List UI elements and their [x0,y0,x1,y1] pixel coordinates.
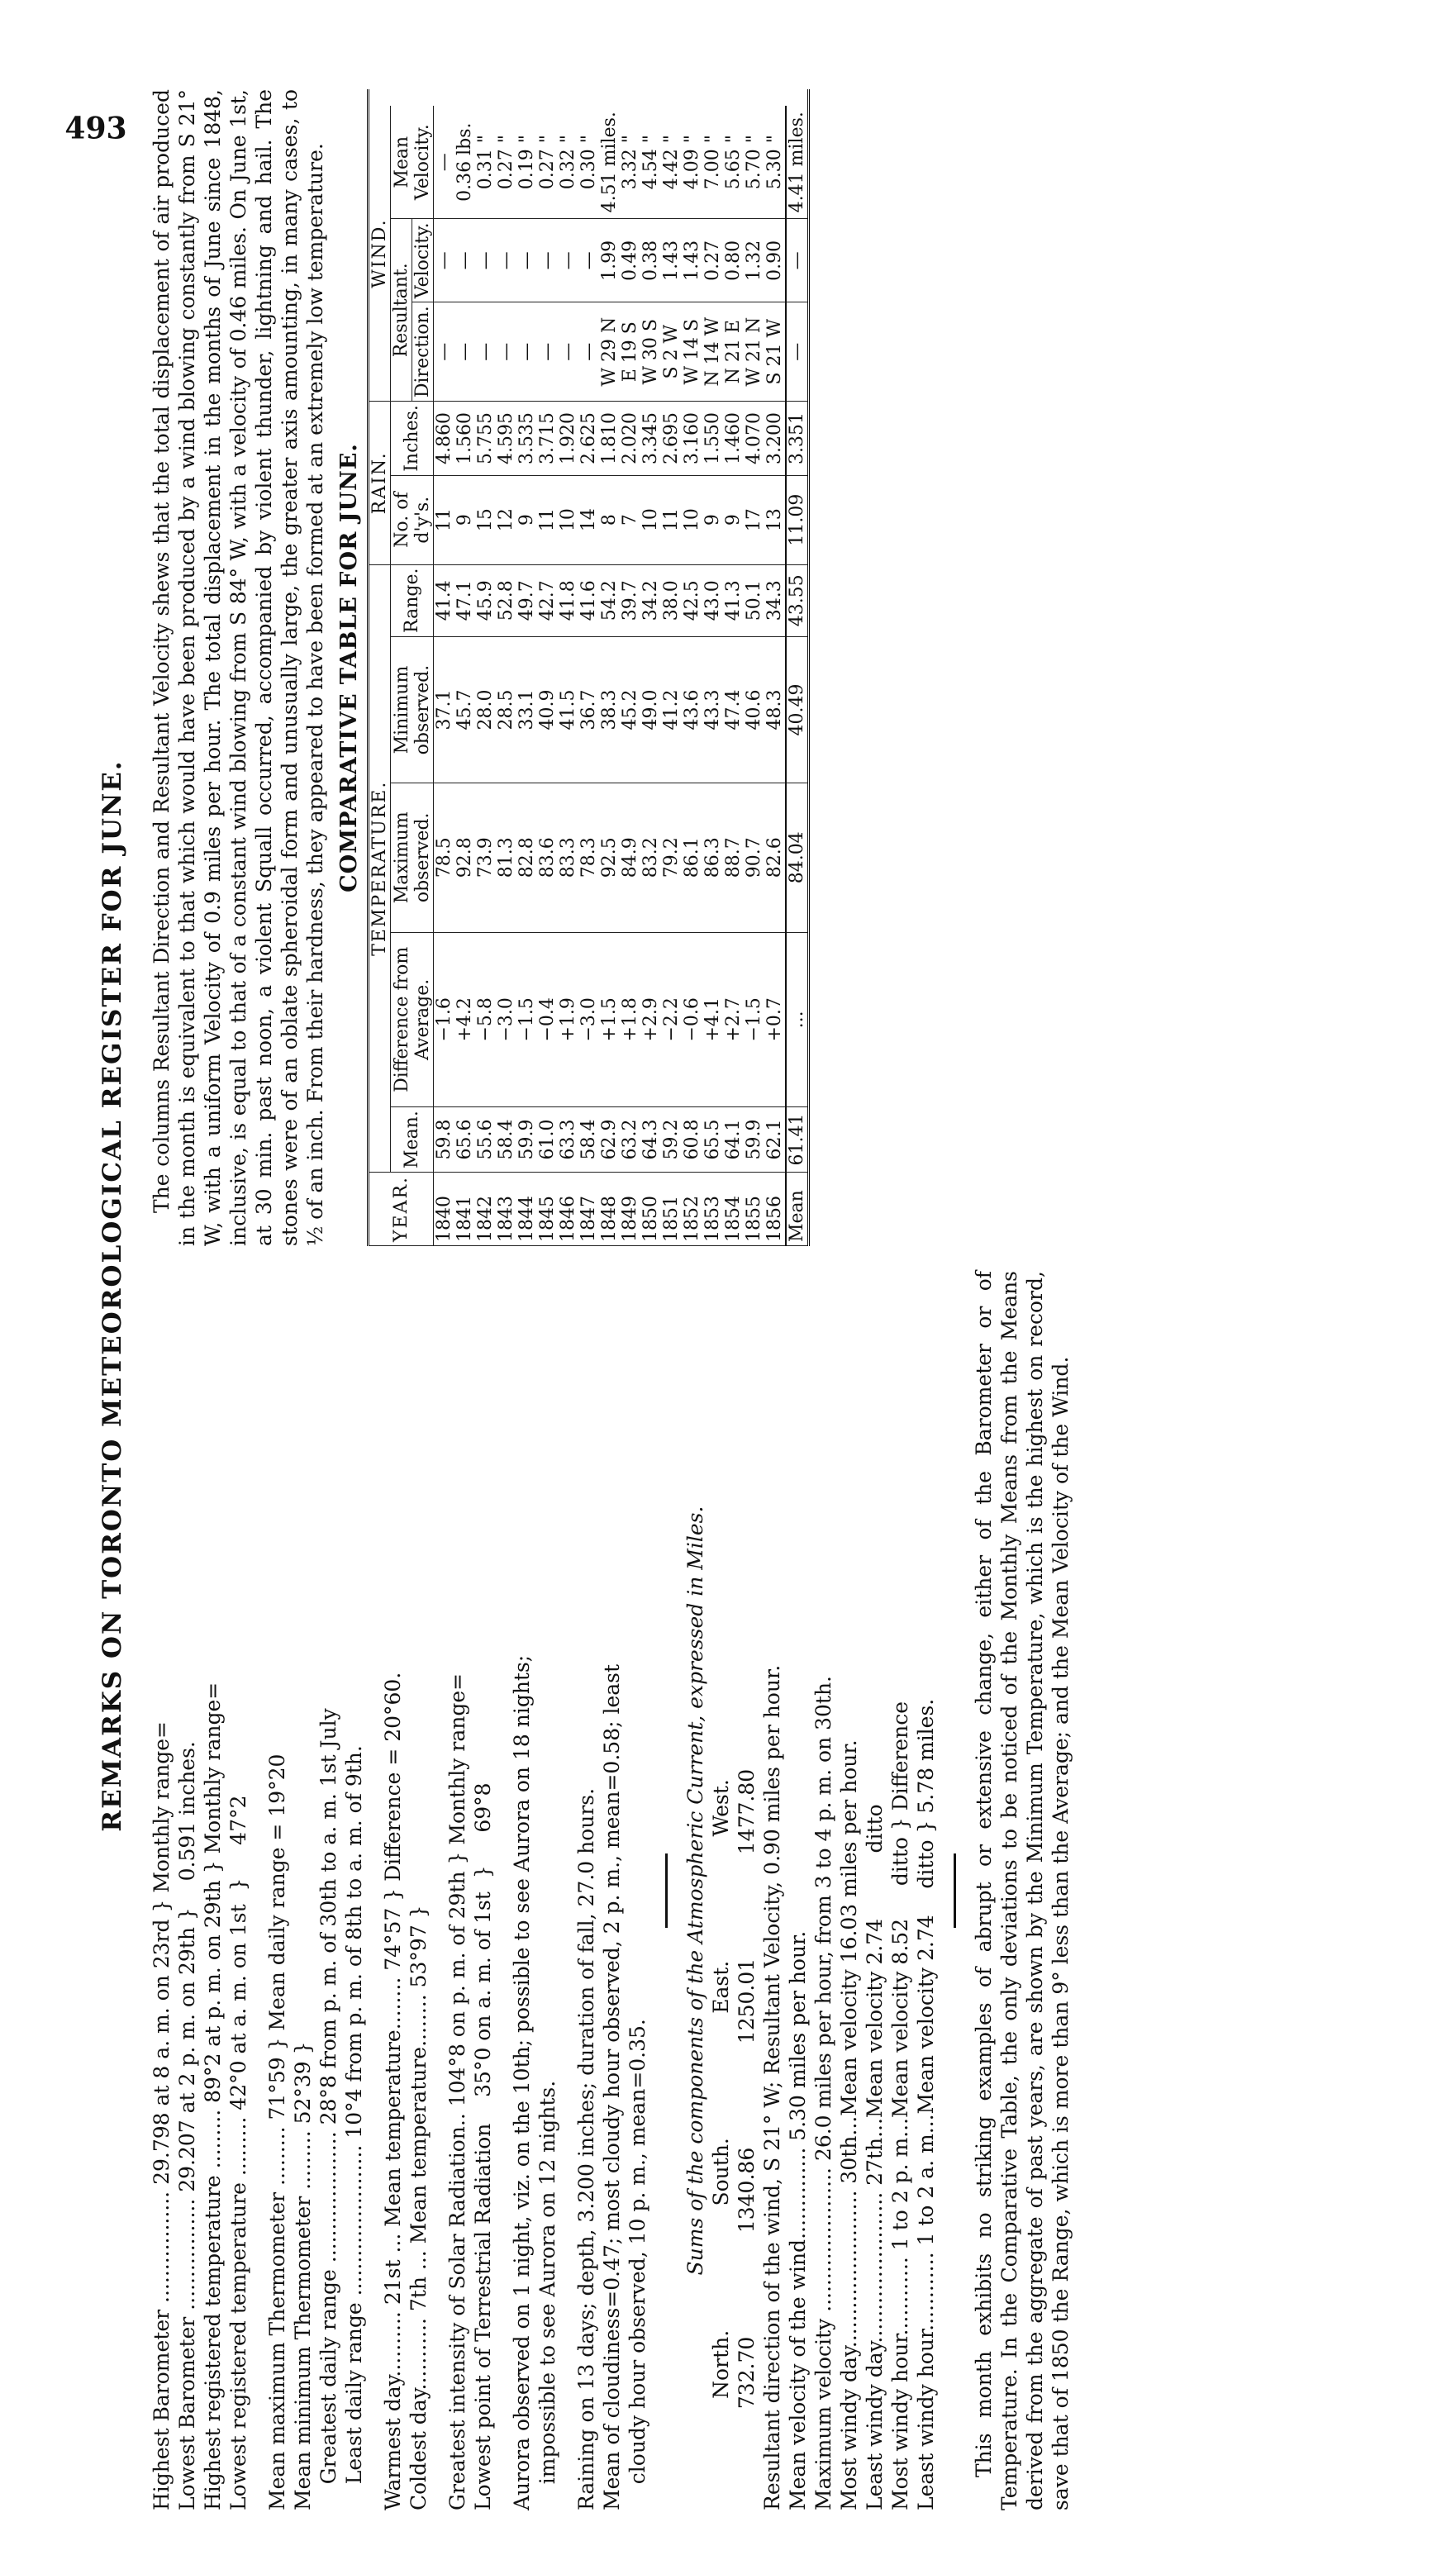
group-resultant: Resultant. [391,219,412,402]
table-cell: 41.4 [434,564,455,636]
col-mean-velocity: Mean Velocity. [391,106,434,219]
table-cell: −1.5 [744,932,764,1107]
table-cell: 0.80 [723,219,744,302]
summary-line: Mean maximum Thermometer ......... 71°59 } Mean daily range = 19°20 [265,1753,289,2510]
spacer [251,1271,264,2510]
table-cell: 40.6 [744,636,764,783]
table-cell: — [558,219,578,302]
table-cell: 40.9 [537,636,558,783]
table-cell: 1.43 [682,219,702,302]
table-cell: — [434,106,455,219]
summary-line: Least daily range ....................... 10°4 from p. m. of 8th to a. m. of 9th. [342,1745,366,2510]
table-cell: 41.2 [661,636,682,783]
table-cell: +0.7 [764,932,786,1107]
table-cell: 1.99 [599,219,620,302]
table-cell: 0.38 [640,219,661,302]
table-cell: 58.4 [578,1107,599,1173]
table-cell: 1854 [723,1172,744,1245]
table-cell: −1.5 [516,932,537,1107]
table-row [516,106,537,1246]
col-year: YEAR. [369,1172,434,1245]
table-cell: 3.32 " [620,106,640,219]
table-cell: 37.1 [434,636,455,783]
table-cell: 63.3 [558,1107,578,1173]
summary-line: Highest registered temperature ......... 89°2 at p. m. on 29th } Monthly range= [201,1682,225,2510]
table-cell: 5.70 " [744,106,764,219]
closing-note: This month exhibits no striking examples of abrupt or extensive change, either of the Barometer or of Temperature. In the Comparative Table, the only deviations to be noticed of the Monthly Means from the Means derived from the aggregate of past years, are shown by the Minimum Temperature, which is the highest on record, save that of 1850 the Range, which is more than 9° less than the Average; and the Mean Velocity of the Wind. [972,1271,1073,2510]
table-cell: 49.7 [516,564,537,636]
table-cell: 2.695 [661,402,682,476]
table-cell: 45.9 [475,564,496,636]
col-velocity: Velocity. [412,219,434,302]
table-cell: 0.31 " [475,106,496,219]
table-cell: — [786,302,807,402]
summary-line: Greatest intensity of Solar Radiation.. 104°8 on p. m. of 29th } Monthly range= [445,1673,469,2510]
table-cell: 1850 [640,1172,661,1245]
table-cell: 61.41 [786,1107,807,1173]
table-cell: 1842 [475,1172,496,1245]
table-cell: 65.5 [702,1107,723,1173]
table-cell: 3.715 [537,402,558,476]
table-cell: 1851 [661,1172,682,1245]
table-cell: 41.3 [723,564,744,636]
summary-line: Greatest daily range .................... 28°8 from p. m. of 30th to a. m. 1st July [316,1708,340,2510]
table-cell: 1.920 [558,402,578,476]
table-cell: 43.55 [786,564,807,636]
table-cell: 4.595 [496,402,516,476]
table-cell: S 21 W [764,302,786,402]
table-cell: 40.49 [786,636,807,783]
table-row [702,106,723,1246]
comparative-table-frame [367,89,810,1246]
table-cell: 43.0 [702,564,723,636]
table-cell: 92.8 [454,783,475,932]
table-cell: 47.4 [723,636,744,783]
table-cell: 1841 [454,1172,475,1245]
table-cell: 64.1 [723,1107,744,1173]
table-cell: 90.7 [744,783,764,932]
table-cell: 47.1 [454,564,475,636]
col-difference: Difference from Average. [391,932,434,1107]
table-cell: 1843 [496,1172,516,1245]
table-cell: 13 [764,475,786,564]
table-cell: 0.27 [702,219,723,302]
table-cell: 7 [620,475,640,564]
table-cell: — [516,219,537,302]
table-cell: 38.0 [661,564,682,636]
table-cell: 39.7 [620,564,640,636]
table-cell: +1.5 [599,932,620,1107]
table-cell: — [454,219,475,302]
table-cell: 4.41 miles. [786,106,807,219]
table-cell: 41.6 [578,564,599,636]
table-cell: — [537,219,558,302]
wind-line: Most windy day........................ 30th...Mean velocity 16.03 miles per hour. [837,1739,861,2510]
table-cell: 92.5 [599,783,620,932]
table-cell: 3.160 [682,402,702,476]
table-cell: 43.3 [702,636,723,783]
table-cell: 88.7 [723,783,744,932]
sums-value: 1250.01 [735,1958,759,2044]
table-row [723,106,744,1246]
col-range: Range. [391,564,434,636]
table-cell: +1.9 [558,932,578,1107]
table-cell: −5.8 [475,932,496,1107]
summary-line: cloudy hour observed, 10 p. m., mean=0.35. [626,2019,649,2510]
table-cell: +2.7 [723,932,744,1107]
table-cell: 4.860 [434,402,455,476]
right-column [149,89,810,1246]
table-cell: 36.7 [578,636,599,783]
table-cell: +4.1 [702,932,723,1107]
table-cell: 0.27 " [537,106,558,219]
table-cell: 58.4 [496,1107,516,1173]
table-cell: 34.2 [640,564,661,636]
table-cell: 8 [599,475,620,564]
table-cell: 64.3 [640,1107,661,1173]
table-cell: +1.8 [620,932,640,1107]
table-cell: 5.30 " [764,106,786,219]
divider [954,1853,956,1928]
table-cell: 1.810 [599,402,620,476]
summary-line: Raining on 13 days; depth, 3.200 inches; duration of fall, 27.0 hours. [574,1787,598,2510]
table-row [744,106,764,1246]
group-temperature: TEMPERATURE. [369,564,391,1172]
table-cell: — [578,219,599,302]
sums-value: 732.70 [735,2336,759,2410]
summary-line: Highest Barometer ................. 29.798 at 8 a. m. on 23rd } Monthly range= [150,1721,174,2510]
wind-summary [759,1271,939,2510]
table-cell: S 2 W [661,302,682,402]
table-cell: 17 [744,475,764,564]
table-cell: 1849 [620,1172,640,1245]
table-cell: 7.00 " [702,106,723,219]
table-cell: 11 [661,475,682,564]
spacer [560,1271,573,2510]
table-cell: 10 [640,475,661,564]
table-cell: 1847 [578,1172,599,1245]
table-row [640,106,661,1246]
table-cell: 65.6 [454,1107,475,1173]
table-cell: 3.345 [640,402,661,476]
table-cell: 1.550 [702,402,723,476]
table-cell: — [475,219,496,302]
table-cell: 0.27 " [496,106,516,219]
table-cell: −3.0 [496,932,516,1107]
table-cell: 42.5 [682,564,702,636]
table-cell: 1848 [599,1172,620,1245]
summary-line: Lowest point of Terrestrial Radiation 35°0 on a. m. of 1st } 69°8 [471,1782,495,2510]
summary-line: Mean of cloudiness=0.47; most cloudy hour observed, 2 p. m., mean=0.58; least [600,1663,624,2510]
table-row [682,106,702,1246]
table-cell: 83.3 [558,783,578,932]
table-cell: 12 [496,475,516,564]
left-column [149,1271,1073,2510]
table-cell: — [496,302,516,402]
table-cell: −0.4 [537,932,558,1107]
table-cell: 3.535 [516,402,537,476]
table-cell: 1852 [682,1172,702,1245]
table-cell: — [537,302,558,402]
table-row [578,106,599,1246]
table-cell: 9 [454,475,475,564]
comparative-table [369,106,807,1246]
sums-direction: South. [709,2138,733,2206]
table-cell: — [786,219,807,302]
table-cell: 1853 [702,1172,723,1245]
table-cell: 50.1 [744,564,764,636]
table-cell: 3.200 [764,402,786,476]
spacer [367,1271,380,2510]
table-cell: 52.8 [496,564,516,636]
table-cell: W 21 N [744,302,764,402]
comparative-table-title: COMPARATIVE TABLE FOR JUNE. [336,443,362,892]
table-cell: 41.5 [558,636,578,783]
table-cell: 15 [475,475,496,564]
sums-direction: West. [709,1779,733,1837]
table-row [558,106,578,1246]
wind-line: Mean velocity of the wind.............. 5.30 miles per hour. [786,1930,810,2510]
table-cell: 54.2 [599,564,620,636]
table-cell: 59.2 [661,1107,682,1173]
summary-line: Lowest Barometer ................. 29.207 at 2 p. m. on 29th } 0.591 inches. [175,1741,199,2510]
table-cell: 9 [723,475,744,564]
sums-directions [708,1717,734,2461]
col-inches: Inches. [391,402,434,476]
table-cell: 1840 [434,1172,455,1245]
table-cell: 10 [682,475,702,564]
table-cell: 4.42 " [661,106,682,219]
table-row [537,106,558,1246]
table-row [599,106,620,1246]
table-cell: 10 [558,475,578,564]
table-cell: 86.1 [682,783,702,932]
table-cell: 5.755 [475,402,496,476]
table-cell: 0.32 " [558,106,578,219]
table-cell: 43.6 [682,636,702,783]
table-cell: 49.0 [640,636,661,783]
table-cell: 0.49 [620,219,640,302]
table-cell: Mean [786,1172,807,1245]
summary-line: Aurora observed on 1 night, viz. on the 10th; possible to see Aurora on 18 nights; [510,1654,534,2510]
table-cell: −1.6 [434,932,455,1107]
table-cell: 11 [434,475,455,564]
wind-line: Maximum velocity ...................... 26.0 miles per hour, from 3 to 4 p. m. on 30th. [811,1676,835,2510]
table-cell: ... [786,932,807,1107]
table-cell: 2.625 [578,402,599,476]
group-rain: RAIN. [369,402,391,564]
table-cell: — [578,302,599,402]
table-cell: 2.020 [620,402,640,476]
table-cell: — [454,302,475,402]
register-summary [149,1271,650,2510]
sums-values [734,1717,759,2461]
table-cell: 61.0 [537,1107,558,1173]
table-cell: 73.9 [475,783,496,932]
table-cell: 79.2 [661,783,682,932]
col-mean: Mean. [391,1107,434,1173]
table-cell: 4.54 " [640,106,661,219]
table-row [475,106,496,1246]
table-cell: 78.3 [578,783,599,932]
table-cell: 33.1 [516,636,537,783]
table-cell: 59.9 [516,1107,537,1173]
table-cell: 59.9 [744,1107,764,1173]
table-cell: 0.36 lbs. [454,106,475,219]
table-cell: 41.8 [558,564,578,636]
table-cell: N 14 W [702,302,723,402]
table-cell: 48.3 [764,636,786,783]
table-cell: W 14 S [682,302,702,402]
table-cell: 9 [516,475,537,564]
table-cell: 4.070 [744,402,764,476]
table-cell: 28.0 [475,636,496,783]
table-row [496,106,516,1246]
table-cell: +2.9 [640,932,661,1107]
table-cell: 0.19 " [516,106,537,219]
table-cell: 62.1 [764,1107,786,1173]
table-cell: 0.90 [764,219,786,302]
table-cell: 1855 [744,1172,764,1245]
table-cell: 28.5 [496,636,516,783]
table-cell: — [434,219,455,302]
table-cell: 86.3 [702,783,723,932]
table-cell: 14 [578,475,599,564]
table-cell: 11.09 [786,475,807,564]
table-cell: 11 [537,475,558,564]
table-cell: N 21 E [723,302,744,402]
comparative-table-body [434,106,808,1246]
page-number: 493 [64,111,127,146]
table-cell: 38.3 [599,636,620,783]
table-cell: 1856 [764,1172,786,1245]
table-cell: 84.9 [620,783,640,932]
table-cell: 82.8 [516,783,537,932]
summary-line: impossible to see Aurora on 12 nights. [535,2080,559,2510]
table-cell: 1844 [516,1172,537,1245]
table-cell: 55.6 [475,1107,496,1173]
table-cell: 78.5 [434,783,455,932]
table-cell: E 19 S [620,302,640,402]
resultant-note: The columns Resultant Direction and Resultant Velocity shews that the total displacement of air produced in the month is equivalent to that which would have been produced by a wind blowing constantly from S 21° W, with a uniform Velocity of 0.9 miles per hour. The total displacement in the months of June since 1848, inclusive, is equal to that of a constant wind blowing from S 84° W, with a velocity of 0.46 miles. On June 1st, at 30 min. past noon, a violent Squall occurred, accompanied by violent thunder, lightning and hail. The stones were of an oblate spheroidal form and unusually large, the greater axis amounting, in many cases, to ½ of an inch. From their hardness, they appeared to have been formed at an extremely low temperature. [150,89,327,1246]
table-cell: 0.30 " [578,106,599,219]
table-cell: 83.6 [537,783,558,932]
table-cell: 1.460 [723,402,744,476]
spacer [496,1271,509,2510]
sums-value: 1340.86 [735,2147,759,2234]
table-cell: 83.2 [640,783,661,932]
table-cell: — [475,302,496,402]
table-cell: — [516,302,537,402]
table-cell: — [558,302,578,402]
table-row [764,106,786,1246]
summary-line: Mean minimum Thermometer ......... 52°39 } [291,2041,315,2510]
table-cell: 42.7 [537,564,558,636]
table-cell: 81.3 [496,783,516,932]
sums-direction: North. [709,2329,733,2399]
table-cell: −2.2 [661,932,682,1107]
summary-line: Coldest day........... 7th ... Mean temperature........ 53°97 } [407,1905,431,2510]
table-row [454,106,475,1246]
table-cell: −0.6 [682,932,702,1107]
table-cell: 3.351 [786,402,807,476]
table-cell: 84.04 [786,783,807,932]
wind-line: Least windy hour............ 1 to 2 a. m...Mean velocity 2.74 ditto } 5.78 miles. [914,1698,938,2510]
table-cell: 82.6 [764,783,786,932]
sums-heading: Sums of the components of the Atmospheric Current, expressed in Miles. [683,1506,707,2276]
col-minimum: Minimum observed. [391,636,434,783]
summary-line: Warmest day.......... 21st ... Mean temperature........ 74°57 } Difference = 20°60. [381,1672,405,2510]
table-cell: 1.560 [454,402,475,476]
page-title: REMARKS ON TORONTO METEOROLOGICAL REGISTER FOR JUNE. [98,759,127,1832]
table-cell: — [434,302,455,402]
table-cell: 1.32 [744,219,764,302]
table-cell: — [496,219,516,302]
sums-value: 1477.80 [735,1768,759,1855]
table-cell: 63.2 [620,1107,640,1173]
table-cell: W 29 N [599,302,620,402]
table-cell: 62.9 [599,1107,620,1173]
spacer [431,1271,445,2510]
table-cell: 4.51 miles. [599,106,620,219]
table-row [620,106,640,1246]
col-days: No. of d'y's. [391,475,434,564]
wind-line: Most windy hour............ 1 to 2 p. m...Mean velocity 8.52 ditto } Difference [888,1701,912,2510]
table-cell: W 30 S [640,302,661,402]
divider [665,1853,668,1928]
table-cell: 34.3 [764,564,786,636]
table-cell: 1846 [558,1172,578,1245]
col-maximum: Maximum observed. [391,783,434,932]
group-wind: WIND. [369,106,391,402]
sums-direction: East. [709,1960,733,2014]
table-cell: 4.09 " [682,106,702,219]
table-cell: 1.43 [661,219,682,302]
table-cell: −3.0 [578,932,599,1107]
table-cell: 9 [702,475,723,564]
table-cell: 60.8 [682,1107,702,1173]
table-cell: 45.2 [620,636,640,783]
table-cell: 1845 [537,1172,558,1245]
table-cell: 59.8 [434,1107,455,1173]
wind-line: Resultant direction of the wind, S 21° W; Resultant Velocity, 0.90 miles per hour. [760,1664,784,2510]
table-row [434,106,455,1246]
wind-line: Least windy day....................... 27th...Mean velocity 2.74 ditto [863,1804,887,2510]
summary-line: Lowest registered temperature ......... 42°0 at a. m. on 1st } 47°2 [226,1795,250,2510]
table-cell: 45.7 [454,636,475,783]
table-cell: +4.2 [454,932,475,1107]
table-cell: 5.65 " [723,106,744,219]
table-mean-row [786,106,807,1246]
col-direction: Direction. [412,302,434,402]
table-row [661,106,682,1246]
